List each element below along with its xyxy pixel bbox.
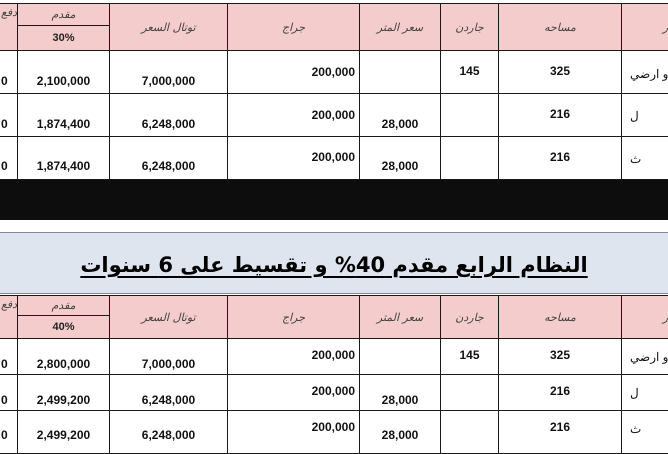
table2-row2-total[interactable] — [109, 374, 228, 411]
header-area-label: مساحه — [544, 310, 576, 324]
cell-value: ث — [630, 422, 642, 436]
table1-row3-down[interactable] — [17, 136, 110, 180]
table1-row1-unit[interactable] — [621, 50, 668, 94]
header-dafaa-label: دفع — [0, 298, 17, 311]
table2-row3-garage[interactable] — [227, 410, 360, 454]
cell-value: 1,874,400 — [36, 159, 91, 173]
cell-value: 216 — [549, 384, 571, 398]
header-garden-label: جاردن — [455, 20, 484, 34]
cell-value: و ارضي — [630, 350, 668, 364]
cell-value: 0 — [1, 159, 8, 173]
header-unit-label: ر — [662, 20, 668, 34]
header-meter-price[interactable] — [359, 3, 441, 51]
cell-value: 145 — [459, 64, 480, 78]
table2-row3-total[interactable] — [109, 410, 228, 454]
cell-value: 0 — [1, 428, 8, 442]
table2-row2-down[interactable] — [17, 374, 110, 411]
percent-value: 30% — [52, 32, 75, 44]
cell-value: 200,000 — [311, 348, 355, 362]
cell-value: 200,000 — [311, 420, 355, 434]
table2-row3-garden[interactable] — [440, 410, 499, 454]
header-unit-label: ر — [662, 310, 668, 324]
table2-row1-down[interactable] — [17, 338, 110, 375]
cell-value: 2,499,200 — [36, 428, 91, 442]
header-down-payment[interactable] — [17, 3, 110, 26]
cell-value: ث — [630, 152, 642, 166]
table1-row1-total[interactable] — [109, 50, 228, 94]
cell-value: 28,000 — [381, 393, 419, 407]
cell-value: 216 — [549, 150, 571, 164]
table1-row1-garage[interactable] — [227, 50, 360, 94]
table2-row2-meter[interactable] — [359, 374, 441, 411]
table2-row1-area[interactable] — [498, 338, 622, 375]
table2-row2-garden[interactable] — [440, 374, 499, 411]
table1-row3-total[interactable] — [109, 136, 228, 180]
cell-value: 200,000 — [311, 108, 355, 122]
table2-row1-garden[interactable] — [440, 338, 499, 375]
header-total-price[interactable] — [109, 295, 228, 339]
cell-value: 200,000 — [311, 65, 355, 79]
cell-value: 6,248,000 — [141, 428, 196, 442]
header-dafaa[interactable] — [0, 295, 18, 339]
cell-value: 6,248,000 — [141, 393, 196, 407]
cell-value: 7,000,000 — [141, 74, 196, 88]
header-total-price-label: توتال السعر — [141, 20, 196, 34]
table1-row2-total[interactable] — [109, 93, 228, 137]
table1-row3-col0[interactable] — [0, 136, 18, 180]
cell-value: 6,248,000 — [141, 117, 196, 131]
blank-row — [0, 220, 668, 232]
cell-value: 216 — [549, 107, 571, 121]
system-title: النظام الرابع مقدم 40% و تقسيط على 6 سنوات — [80, 253, 588, 277]
header-garage[interactable] — [227, 3, 360, 51]
header-garden-label: جاردن — [455, 310, 484, 324]
table2-row3-area[interactable] — [498, 410, 622, 454]
header-unit[interactable] — [621, 3, 668, 51]
header-area[interactable] — [498, 295, 622, 339]
header-down-payment-label: مقدم — [51, 299, 76, 312]
cell-value: 1,874,400 — [36, 117, 91, 131]
cell-value: 0 — [1, 357, 8, 371]
table2-row3-meter[interactable] — [359, 410, 441, 454]
cell-value: 2,800,000 — [36, 357, 91, 371]
header-down-payment[interactable] — [17, 295, 110, 316]
cell-value: 7,000,000 — [141, 357, 196, 371]
header-garage[interactable] — [227, 295, 360, 339]
table2-row2-unit[interactable] — [621, 374, 668, 411]
cell-value: 0 — [1, 393, 8, 407]
cell-value: 325 — [549, 348, 571, 362]
cell-value: 200,000 — [311, 384, 355, 398]
cell-value: 216 — [549, 420, 571, 434]
table1-row2-meter[interactable] — [359, 93, 441, 137]
cell-value: ل — [630, 386, 639, 400]
table2-row1-garage[interactable] — [227, 338, 360, 375]
table2-row1-col0[interactable] — [0, 338, 18, 375]
cell-value: 2,499,200 — [36, 393, 91, 407]
cell-value: 0 — [1, 74, 8, 88]
table1-row2-garden[interactable] — [440, 93, 499, 137]
cell-value: 145 — [459, 348, 480, 362]
cell-value: 2,100,000 — [36, 74, 91, 88]
percent-value: 40% — [52, 321, 75, 333]
table1-row1-garden[interactable] — [440, 50, 499, 94]
cell-value: و ارضي — [630, 67, 668, 81]
header-total-price-label: توتال السعر — [141, 310, 196, 324]
table2-row1-total[interactable] — [109, 338, 228, 375]
header-garage-label: جراج — [281, 310, 306, 324]
cell-value: 6,248,000 — [141, 159, 196, 173]
table1-row2-col0[interactable] — [0, 93, 18, 137]
header-area[interactable] — [498, 3, 622, 51]
cell-value: 28,000 — [381, 428, 419, 442]
table1-row1-area[interactable] — [498, 50, 622, 94]
table1-row2-area[interactable] — [498, 93, 622, 137]
table1-row1-down[interactable] — [17, 50, 110, 94]
percent-cell[interactable] — [17, 315, 110, 339]
table2-row2-area[interactable] — [498, 374, 622, 411]
cell-value: 28,000 — [381, 117, 419, 131]
table1-row3-meter[interactable] — [359, 136, 441, 180]
table2-row3-col0[interactable] — [0, 410, 18, 454]
header-meter-price[interactable] — [359, 295, 441, 339]
header-dafaa-label: دفع — [0, 6, 17, 19]
cell-value: 200,000 — [311, 150, 355, 164]
cell-value: 325 — [549, 64, 571, 78]
table2-row1-meter[interactable] — [359, 338, 441, 375]
table2-row2-garage[interactable] — [227, 374, 360, 411]
header-garden[interactable] — [440, 3, 499, 51]
table1-row2-garage[interactable] — [227, 93, 360, 137]
header-garden[interactable] — [440, 295, 499, 339]
header-garage-label: جراج — [281, 20, 306, 34]
header-meter-price-label: سعر المتر — [376, 310, 424, 324]
table1-row2-down[interactable] — [17, 93, 110, 137]
table1-row3-area[interactable] — [498, 136, 622, 180]
cell-value: 0 — [1, 117, 8, 131]
header-meter-price-label: سعر المتر — [376, 20, 424, 34]
table1-row2-unit[interactable] — [621, 93, 668, 137]
table1-row3-unit[interactable] — [621, 136, 668, 180]
table2-row3-unit[interactable] — [621, 410, 668, 454]
table1-row3-garden[interactable] — [440, 136, 499, 180]
table1-row1-col0[interactable] — [0, 50, 18, 94]
percent-cell[interactable] — [17, 25, 110, 51]
system-title-row[interactable] — [0, 232, 668, 294]
header-down-payment-label: مقدم — [51, 8, 76, 21]
header-area-label: مساحه — [544, 20, 576, 34]
header-dafaa[interactable] — [0, 3, 18, 51]
table1-row1-meter[interactable] — [359, 50, 441, 94]
table1-row3-garage[interactable] — [227, 136, 360, 180]
cell-value: ل — [630, 109, 639, 123]
table2-row2-col0[interactable] — [0, 374, 18, 411]
header-total-price[interactable] — [109, 3, 228, 51]
cell-value: 28,000 — [381, 159, 419, 173]
table2-row3-down[interactable] — [17, 410, 110, 454]
header-unit[interactable] — [621, 295, 668, 339]
table2-row1-unit[interactable] — [621, 338, 668, 375]
black-separator-band — [0, 180, 668, 220]
